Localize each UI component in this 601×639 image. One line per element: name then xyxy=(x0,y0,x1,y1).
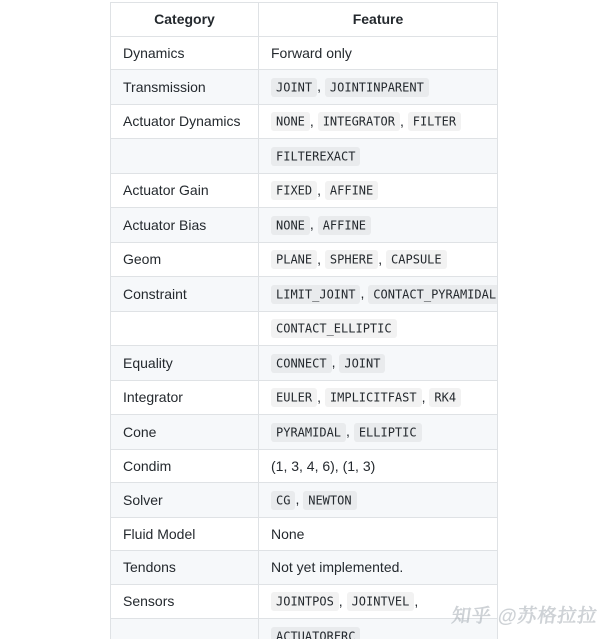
feature-text: , xyxy=(414,592,419,609)
table-row xyxy=(111,380,498,415)
header-row xyxy=(111,3,498,37)
feature-cell xyxy=(259,70,498,105)
feature-cell xyxy=(259,311,498,346)
zhihu-watermark: 知乎 @苏格拉拉 xyxy=(450,606,600,627)
table-row xyxy=(111,104,498,139)
category-cell: Geom xyxy=(111,242,259,277)
code-chip: FILTER xyxy=(408,112,461,131)
category-cell xyxy=(111,619,259,639)
category-cell xyxy=(111,139,259,174)
code-chip: FILTEREXACT xyxy=(271,147,360,166)
category-cell: Actuator Gain xyxy=(111,173,259,208)
category-cell: Tendons xyxy=(111,551,259,585)
code-chip: PYRAMIDAL xyxy=(271,423,346,442)
code-chip: JOINTVEL xyxy=(347,592,415,611)
feature-text: Not yet implemented. xyxy=(271,559,404,575)
code-chip: CAPSULE xyxy=(386,250,447,269)
feature-text: None xyxy=(271,525,305,542)
code-chip: EULER xyxy=(271,388,317,407)
table-row xyxy=(111,584,498,619)
table-row xyxy=(111,70,498,105)
feature-cell xyxy=(259,104,498,139)
code-chip: JOINT xyxy=(339,354,385,373)
code-chip: JOINT xyxy=(271,78,317,97)
code-chip: JOINTPOS xyxy=(271,592,339,611)
code-chip: LIMIT_JOINT xyxy=(271,285,360,304)
feature-text: , xyxy=(346,423,354,439)
feature-text: , xyxy=(360,285,369,301)
table-row xyxy=(111,139,498,174)
feature-cell xyxy=(259,346,498,381)
feature-cell xyxy=(259,139,498,174)
code-chip: INTEGRATOR xyxy=(318,112,400,131)
category-cell: Actuator Bias xyxy=(111,208,259,243)
feature-cell xyxy=(259,208,498,243)
code-chip: CG xyxy=(271,491,295,510)
table-row xyxy=(111,242,498,277)
feature-cell xyxy=(259,517,498,551)
feature-text: , xyxy=(309,112,318,129)
code-chip: AFFINE xyxy=(325,181,378,200)
category-cell: Cone xyxy=(111,415,259,450)
feature-text: , xyxy=(317,250,325,267)
feature-cell xyxy=(259,380,498,415)
code-chip: NONE xyxy=(271,216,310,235)
table-row xyxy=(111,551,498,585)
code-chip: CONNECT xyxy=(271,354,332,373)
code-chip: PLANE xyxy=(271,250,317,269)
code-chip: JOINTINPARENT xyxy=(325,78,429,97)
feature-cell xyxy=(259,551,498,585)
table-row xyxy=(111,311,498,346)
feature-cell xyxy=(259,584,498,619)
table-body xyxy=(111,36,498,639)
feature-text: , xyxy=(317,181,325,198)
code-chip: FIXED xyxy=(271,181,317,200)
feature-comparison-table xyxy=(110,2,498,639)
table-row xyxy=(111,517,498,551)
category-cell: Integrator xyxy=(111,380,259,415)
feature-text: , xyxy=(309,216,318,232)
table-row xyxy=(111,36,498,70)
table-row xyxy=(111,208,498,243)
feature-text: , xyxy=(317,78,325,94)
category-cell: Dynamics xyxy=(111,36,259,70)
feature-cell xyxy=(259,173,498,208)
category-cell: Solver xyxy=(111,483,259,518)
table-row xyxy=(111,449,498,483)
feature-cell xyxy=(259,36,498,70)
feature-cell xyxy=(259,277,498,312)
feature-text: , xyxy=(338,592,347,609)
category-cell: Fluid Model xyxy=(111,517,259,551)
code-chip: ELLIPTIC xyxy=(354,423,422,442)
feature-cell xyxy=(259,619,498,639)
feature-text: , xyxy=(331,354,340,370)
table-row xyxy=(111,346,498,381)
code-chip: AFFINE xyxy=(318,216,371,235)
table-row xyxy=(111,619,498,639)
table-row xyxy=(111,277,498,312)
code-chip: NONE xyxy=(271,112,310,131)
feature-cell xyxy=(259,483,498,518)
table-row xyxy=(111,415,498,450)
category-cell: Sensors xyxy=(111,584,259,619)
category-cell: Constraint xyxy=(111,277,259,312)
table-row xyxy=(111,483,498,518)
category-cell: Equality xyxy=(111,346,259,381)
table-row xyxy=(111,173,498,208)
category-cell xyxy=(111,311,259,346)
category-cell: Transmission xyxy=(111,70,259,105)
header-feature: Feature xyxy=(259,3,498,37)
feature-text: , xyxy=(295,491,304,507)
header-category: Category xyxy=(111,3,259,37)
code-chip: IMPLICITFAST xyxy=(325,388,422,407)
code-chip: ACTUATORFRC xyxy=(271,627,360,639)
category-cell: Actuator Dynamics xyxy=(111,104,259,139)
feature-text: Forward only xyxy=(271,44,352,61)
code-chip: RK4 xyxy=(429,388,461,407)
code-chip: SPHERE xyxy=(325,250,378,269)
feature-text: , xyxy=(317,388,325,405)
code-chip: CONTACT_PYRAMIDAL xyxy=(368,285,497,304)
feature-text: , xyxy=(378,250,387,267)
feature-text: (1, 3, 4, 6), (1, 3) xyxy=(271,457,376,474)
code-chip: NEWTON xyxy=(303,491,356,510)
feature-text: , xyxy=(421,388,430,405)
table-header xyxy=(111,3,498,37)
category-cell: Condim xyxy=(111,449,259,483)
feature-text: , xyxy=(399,112,408,129)
feature-cell xyxy=(259,415,498,450)
feature-cell xyxy=(259,449,498,483)
code-chip: CONTACT_ELLIPTIC xyxy=(271,319,397,338)
feature-cell xyxy=(259,242,498,277)
